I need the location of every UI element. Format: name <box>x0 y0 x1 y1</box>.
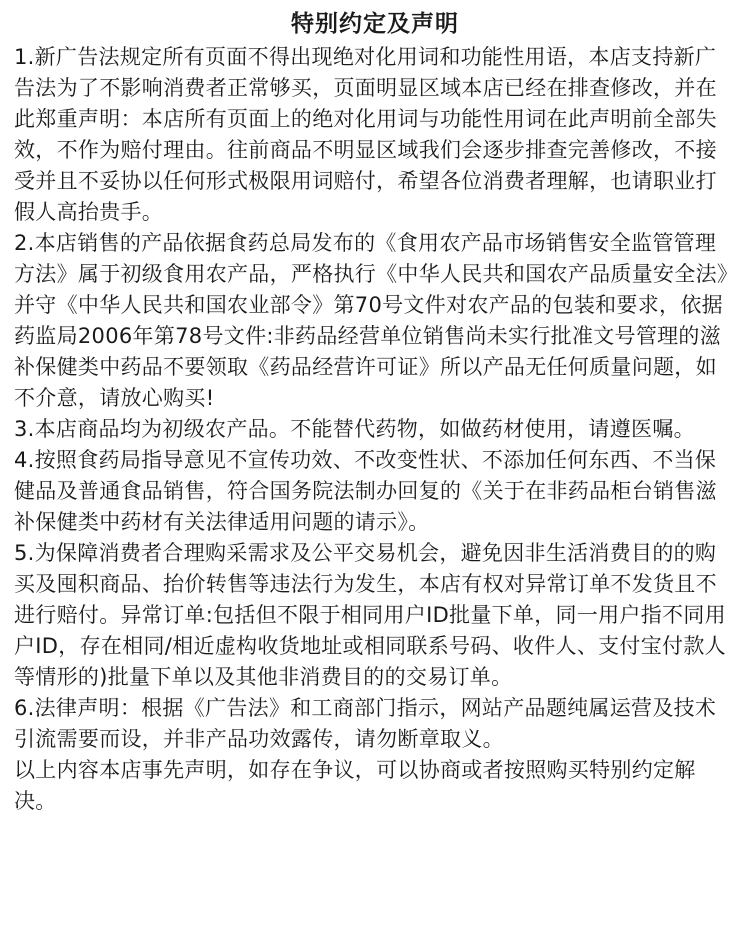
statement-paragraph-4: 4.按照食药局指导意见不宣传功效、不改变性状、不添加任何东西、不当保健品及普通食品销售，符合国务院法制办回复的《关于在非药品柜台销售滋补保健类中药材有关法律适用问题的请示》。 <box>14 448 717 534</box>
statement-paragraph-1: 1.新广告法规定所有页面不得出现绝对化用词和功能性用语，本店支持新广告法为了不影响消费者正常够买，页面明显区域本店已经在排查修改，并在此郑重声明：本店所有页面上的绝对化用词与功能性用词在此声明前全部失效，不作为赔付理由。往前商品不明显区域我们会逐步排查完善修改，不接受并且不妥协以任何形式极限用词赔付，希望各位消费者理解，也请职业打假人高抬贵手。 <box>14 45 717 224</box>
page-title: 特别约定及声明 <box>291 11 459 37</box>
statement-paragraph-3: 3.本店商品均为初级农产品。不能替代药物，如做药材使用，请遵医嘱。 <box>14 417 695 441</box>
statement-paragraph-2: 2.本店销售的产品依据食药总局发布的《食用农产品市场销售安全监管管理方法》属于初级食用农产品，严格执行《中华人民共和国农产品质量安全法》并守《中华人民共和国农业部令》第70号文件对农产品的包装和要求，依据药监局2006年第78号文件:非药品经营单位销售尚未实行批准文号管理的滋补保健类中药品不要领取《药品经营许可证》所以产品无任何质量问题，如不介意，请放心购买! <box>14 231 728 410</box>
statement-closing: 以上内容本店事先声明，如存在争议，可以协商或者按照购买特别约定解决。 <box>14 758 696 813</box>
statement-paragraph-6: 6.法律声明：根据《广告法》和工商部门指示，网站产品题纯属运营及技术引流需要而设，并非产品功效露传，请勿断章取义。 <box>14 696 717 751</box>
statement-body <box>14 42 736 817</box>
statement-paragraph-5: 5.为保障消费者合理购采需求及公平交易机会，避免因非生活消费目的的购买及囤积商品、抬价转售等违法行为发生，本店有权对异常订单不发货且不进行赔付。异常订单:包括但不限于相同用户ID批量下单，同一用户指不同用户ID，存在相同/相近虚构收货地址或相同联系号码、收件人、支付宝付款人等情形的)批量下单以及其他非消费目的的交易订单。 <box>14 541 726 689</box>
